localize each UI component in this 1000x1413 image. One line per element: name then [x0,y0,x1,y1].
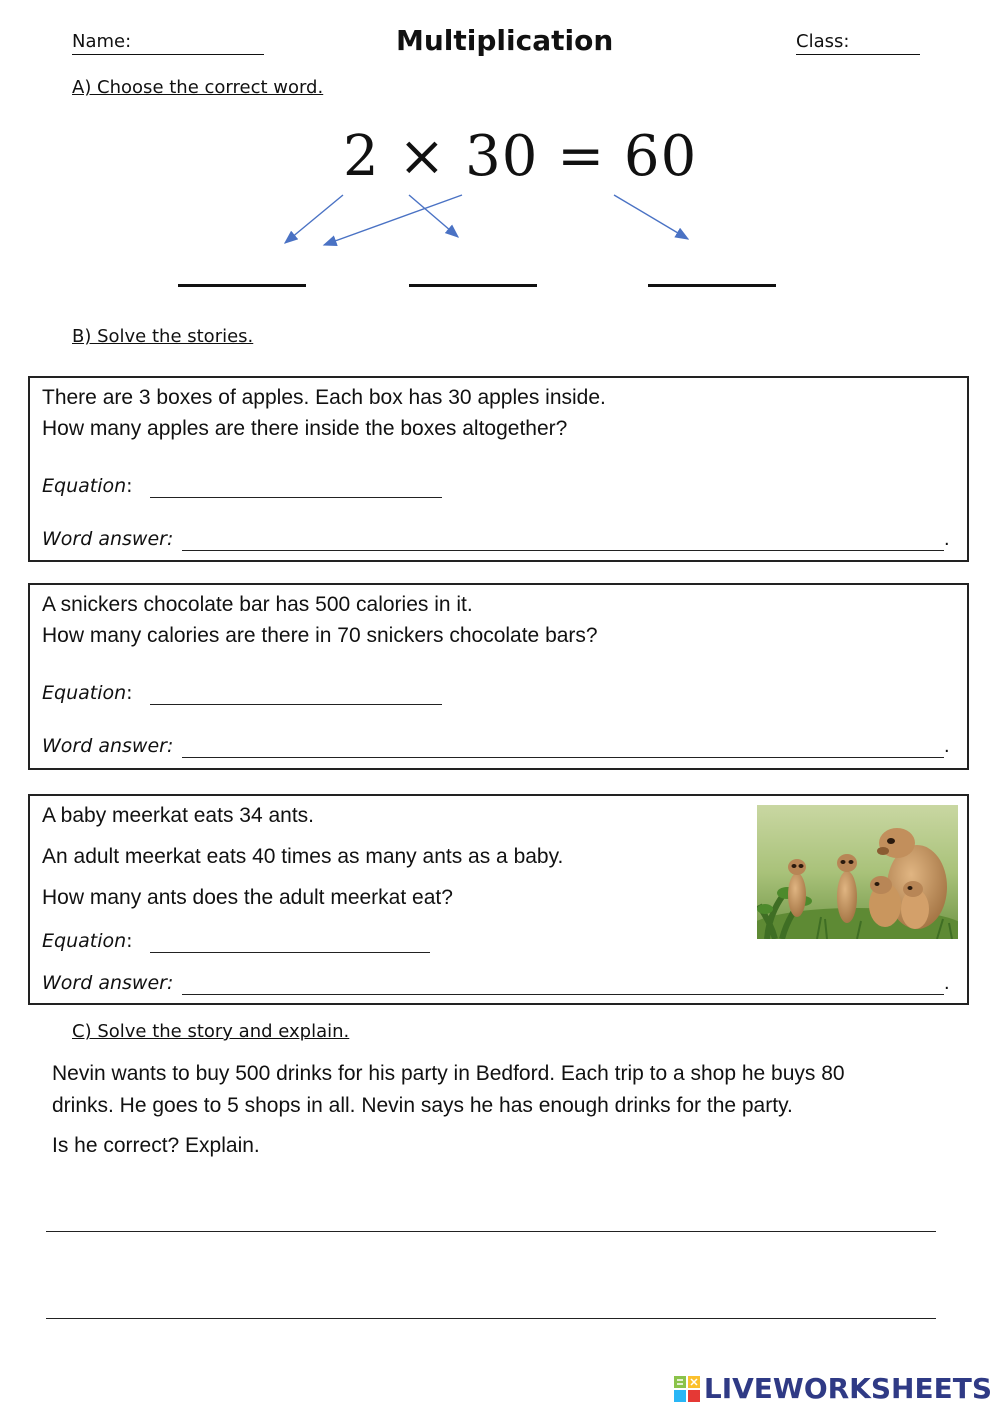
story-text-line: How many calories are there in 70 snickers chocolate bars? [42,624,598,647]
story-c-text-line: drinks. He goes to 5 shops in all. Nevin says he has enough drinks for the party. [52,1094,793,1117]
name-label: Name: [72,31,132,52]
story-text-line: There are 3 boxes of apples. Each box has 30 apples inside. [42,386,606,409]
section-b-heading: B) Solve the stories. [72,326,254,347]
story-box-apples [28,376,969,562]
word-answer-blank-2[interactable] [409,284,537,287]
meerkat-photo [757,805,958,939]
word-answer-label: Word answer: [42,528,174,550]
period-mark: . [944,735,950,757]
story-box-chocolate [28,583,969,770]
story-text-line: A baby meerkat eats 34 ants. [42,804,314,827]
class-label: Class: [796,31,850,52]
story-text-line: A snickers chocolate bar has 500 calories in it. [42,593,473,616]
word-answer-field[interactable] [182,757,944,758]
story-text-line: How many ants does the adult meerkat eat? [42,886,453,909]
story-c-question: Is he correct? Explain. [52,1134,260,1157]
word-answer-field[interactable] [182,994,944,995]
equation-field[interactable] [150,497,442,498]
story-text-line: An adult meerkat eats 40 times as many ants as a baby. [42,845,564,868]
section-c-heading: C) Solve the story and explain. [72,1021,350,1042]
equation-label: Equation: [42,930,133,952]
arrow-product-60 [614,195,688,239]
equation-label: Equation: [42,475,133,497]
explanation-line-2[interactable] [46,1318,936,1319]
equation-field[interactable] [150,704,442,705]
equation-field[interactable] [150,952,430,953]
multiplication-equation: 2 × 30 = 60 [343,124,698,189]
liveworksheets-logo-icon [674,1376,700,1402]
arrow-times-sign [324,195,462,245]
period-mark: . [944,528,950,550]
explanation-line-1[interactable] [46,1231,936,1232]
liveworksheets-brand [674,1372,992,1405]
word-answer-blank-3[interactable] [648,284,776,287]
word-answer-label: Word answer: [42,972,174,994]
arrow-factor-30 [409,195,458,237]
word-answer-field[interactable] [182,550,944,551]
word-answer-label: Word answer: [42,735,174,757]
word-answer-blank-1[interactable] [178,284,306,287]
story-box-meerkat [28,794,969,1005]
arrow-factor-2 [285,195,343,243]
story-text-line: How many apples are there inside the boxes altogether? [42,417,568,440]
section-a-heading: A) Choose the correct word. [72,77,324,98]
arrows-diagram [0,0,1000,320]
story-c-text-line: Nevin wants to buy 500 drinks for his party in Bedford. Each trip to a shop he buys 80 [52,1062,845,1085]
brand-text: LIVEWORKSHEETS [703,1372,992,1405]
period-mark: . [944,972,950,994]
page-title: Multiplication [396,24,614,57]
equation-label: Equation: [42,682,133,704]
